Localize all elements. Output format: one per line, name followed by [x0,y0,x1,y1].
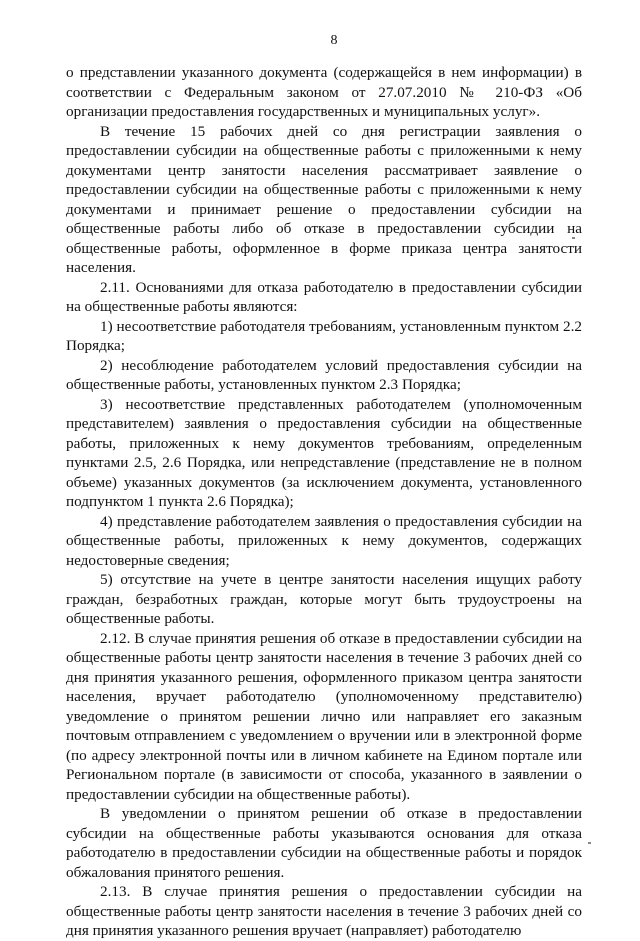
scan-speck [588,842,591,844]
paragraph: 2.13. В случае принятия решения о предоставлении субсидии на общественные работы центр занятости населения в течение 3 рабочих дней со дня принятия указанного решения вручает (направляет) работодателю [66,883,582,939]
paragraph: о представлении указанного документа (содержащейся в нем информации) в соответствии с Федеральным законом от 27.07.2010 № 210-ФЗ «Об организации предоставления государственных и муниципальных услуг». [66,64,582,120]
paragraph: 1) несоответствие работодателя требованиям, установленным пунктом 2.2 Порядка; [66,317,582,354]
paragraph: 5) отсутствие на учете в центре занятости населения ищущих работу граждан, безработных граждан, которые могут быть трудоустроены на общественные работы. [66,571,582,627]
paragraph: 2) несоблюдение работодателем условий предоставления субсидии на общественные работы, установленных пунктом 2.3 Порядка; [66,356,582,393]
paragraph: 2.11. Основаниями для отказа работодателю в предоставлении субсидии на общественные работы являются: [66,278,582,315]
paragraph: 4) представление работодателем заявления о предоставления субсидии на общественные работы, приложенных к нему документов, содержащих недостоверные сведения; [66,512,582,569]
document-body [66,63,582,941]
scan-speck [572,237,575,239]
paragraph: 3) несоответствие представленных работодателем (уполномоченным представителем) заявления о предоставления субсидии на общественные работы, приложенных к нему документов требованиям, определенным пунктами 2.5, 2.6 Порядка, или непредставление (представление не в полном объеме) указанных документов (за исключением документа, установленного подпунктом 1 пункта 2.6 Порядка); [66,395,582,510]
paragraph: 2.12. В случае принятия решения об отказе в предоставлении субсидии на общественные работы центр занятости населения в течение 3 рабочих дней со дня принятия указанного решения, оформленного приказом центра занятости населения, вручает работодателю (уполномоченному представителю) уведомление о принятом решении лично или направляет его заказным почтовым отправлением с уведомлением о вручении или в электронной форме (по адресу электронной почты или в личном кабинете на Едином портале или Региональном портале (в зависимости от способа, указанного в заявлении о предоставлении субсидии на общественные работы). [66,629,582,803]
paragraph: В уведомлении о принятом решении об отказе в предоставлении субсидии на общественные работы указываются основания для отказа работодателю в предоставлении субсидии на общественные работы и порядок обжалования принятого решения. [66,805,582,881]
paragraph: В течение 15 рабочих дней со дня регистрации заявления о предоставлении субсидии на общественные работы с приложенными к нему документами центр занятости населения рассматривает заявление о предоставлении субсидии на общественные работы с приложенными к нему документами и принимает решение о предоставлении субсидии на общественные работы либо об отказе в предоставлении субсидии на общественные работы, оформленное в форме приказа центра занятости населения. [66,122,582,276]
page-number: 8 [330,33,338,48]
